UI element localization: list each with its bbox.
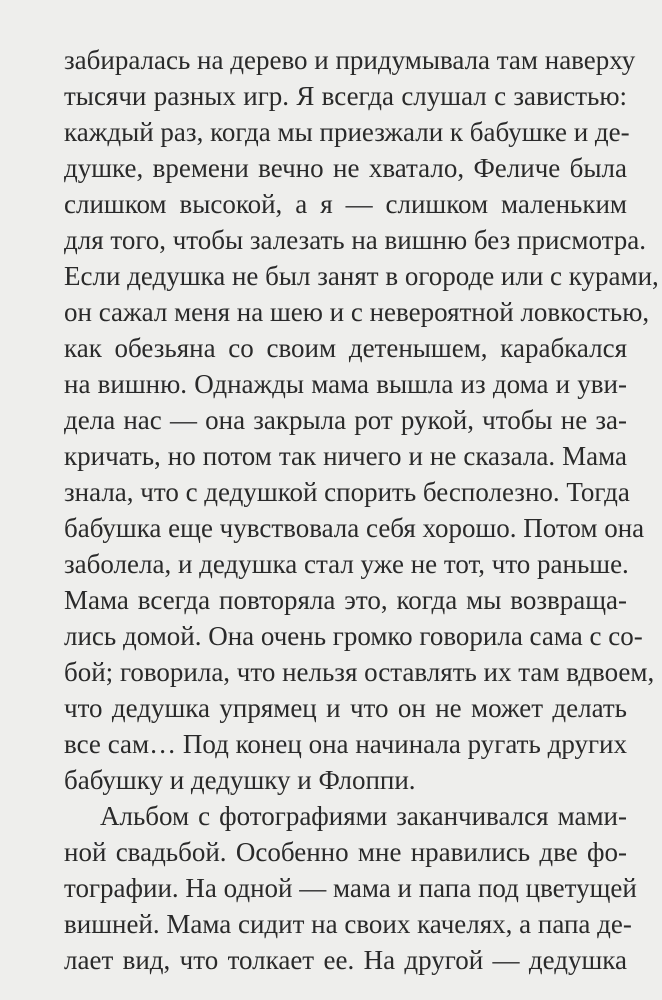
text-line: он сажал меня на шею и с невероятной ловкостью,	[64, 297, 650, 327]
text-line: слишком высокой, а я — слишком маленьким	[64, 189, 627, 219]
text-line: Мама всегда повторяла это, когда мы возвраща-	[64, 585, 627, 615]
text-line: знала, что с дедушкой спорить бесполезно. Тогда	[64, 477, 630, 507]
text-line: все сам… Под конец она начинала ругать других	[64, 729, 627, 759]
paragraph-first-line: Альбом с фотографиями заканчивался мами-	[100, 801, 627, 831]
text-line: тысячи разных игр. Я всегда слушал с завистью:	[64, 81, 627, 111]
text-line: тографии. На одной — мама и папа под цветущей	[64, 873, 637, 903]
text-line: вишней. Мама сидит на своих качелях, а папа де-	[64, 909, 632, 939]
text-line: лись домой. Она очень громко говорила сама с со-	[64, 621, 643, 651]
text-line: Если дедушка не был занят в огороде или с курами,	[64, 261, 659, 291]
text-line: бой; говорила, что нельзя оставлять их там вдвоем,	[64, 657, 655, 687]
text-line: как обезьяна со своим детенышем, карабкался	[64, 333, 627, 363]
text-line: что дедушка упрямец и что он не может делать	[64, 693, 627, 723]
text-line: душке, времени вечно не хватало, Феличе была	[64, 153, 627, 183]
text-line: для того, чтобы залезать на вишню без присмотра.	[64, 225, 646, 255]
text-line: лает вид, что толкает ее. На другой — дедушка	[64, 945, 627, 975]
text-line: заболела, и дедушка стал уже не тот, что раньше.	[64, 549, 629, 579]
text-line: бабушка еще чувствовала себя хорошо. Потом она	[64, 513, 645, 543]
text-line: каждый раз, когда мы приезжали к бабушке и де-	[64, 117, 630, 147]
text-line: кричать, но потом так ничего и не сказала. Мама	[64, 441, 627, 471]
text-line: ной свадьбой. Особенно мне нравились две фо-	[64, 837, 627, 867]
text-line: дела нас — она закрыла рот рукой, чтобы не за-	[64, 405, 627, 435]
text-line: на вишню. Однажды мама вышла из дома и уви-	[64, 369, 627, 399]
text-line: бабушку и дедушку и Флоппи.	[64, 765, 416, 795]
text-line: забиралась на дерево и придумывала там наверху	[64, 45, 636, 75]
